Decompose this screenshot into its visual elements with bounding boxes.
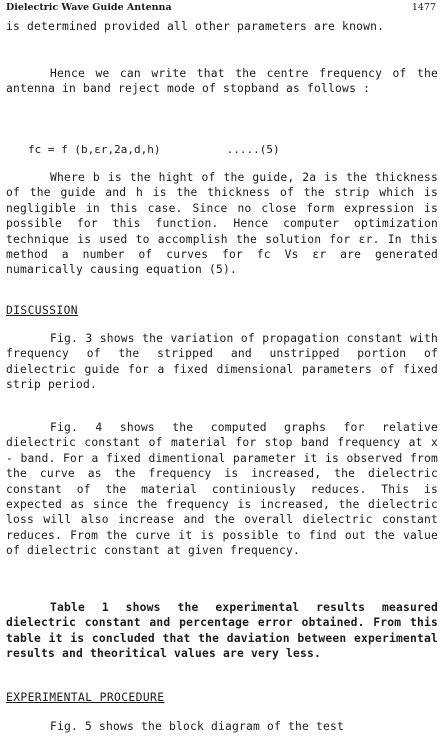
heading-discussion: DISCUSSION bbox=[6, 304, 79, 317]
running-header bbox=[6, 2, 436, 18]
paragraph-table1: Table 1 shows the experimental results measured dielectric constant and percentage error obtained. From this table it is concluded that the daviation between experimental results and theoritical values are very less. bbox=[6, 601, 438, 661]
paragraph-fig5: Fig. 5 shows the block diagram of the test bbox=[50, 720, 345, 733]
paragraph-where: Where b is the hight of the guide, 2a is the thickness of the guide and h is the thickness of the strip which is negligible in this case. Since no close form expression is possible for this function. Hence computer optimization technique is used to accomplish the solution for εr. In this method a number of curves for fc Vs εr are generated numarically causing equation (5). bbox=[6, 171, 438, 277]
heading-experimental-procedure: EXPERIMENTAL PROCEDURE bbox=[6, 691, 165, 704]
paragraph-fig4: Fig. 4 shows the computed graphs for relative dielectric constant of material for stop band frequency at x - band. For a fixed dimentional parameter it is observed from the curve as the frequency is increased, the dielectric constant of the material continiously reduces. This is expected as since the frequency is increased, the dielectric loss will also increase and the overall dielectric constant reduces. From the curve it is possible to find out the value of dielectric constant at given frequency. bbox=[6, 421, 438, 558]
page-number: 1477 bbox=[411, 2, 436, 13]
paragraph-continuation: is determined provided all other parameters are known. bbox=[6, 20, 385, 33]
equation-5: fc = f (b,εr,2a,d,h) .....(5) bbox=[28, 143, 280, 156]
paragraph-centre-frequency: Hence we can write that the centre frequency of the antenna in band reject mode of stopband as follows : bbox=[6, 67, 438, 96]
paragraph-fig3: Fig. 3 shows the variation of propagation constant with frequency of the stripped and unstripped portion of dielectric guide for a fixed dimensional parameters of fixed strip period. bbox=[6, 332, 438, 392]
running-title: Dielectric Wave Guide Antenna bbox=[6, 2, 172, 13]
